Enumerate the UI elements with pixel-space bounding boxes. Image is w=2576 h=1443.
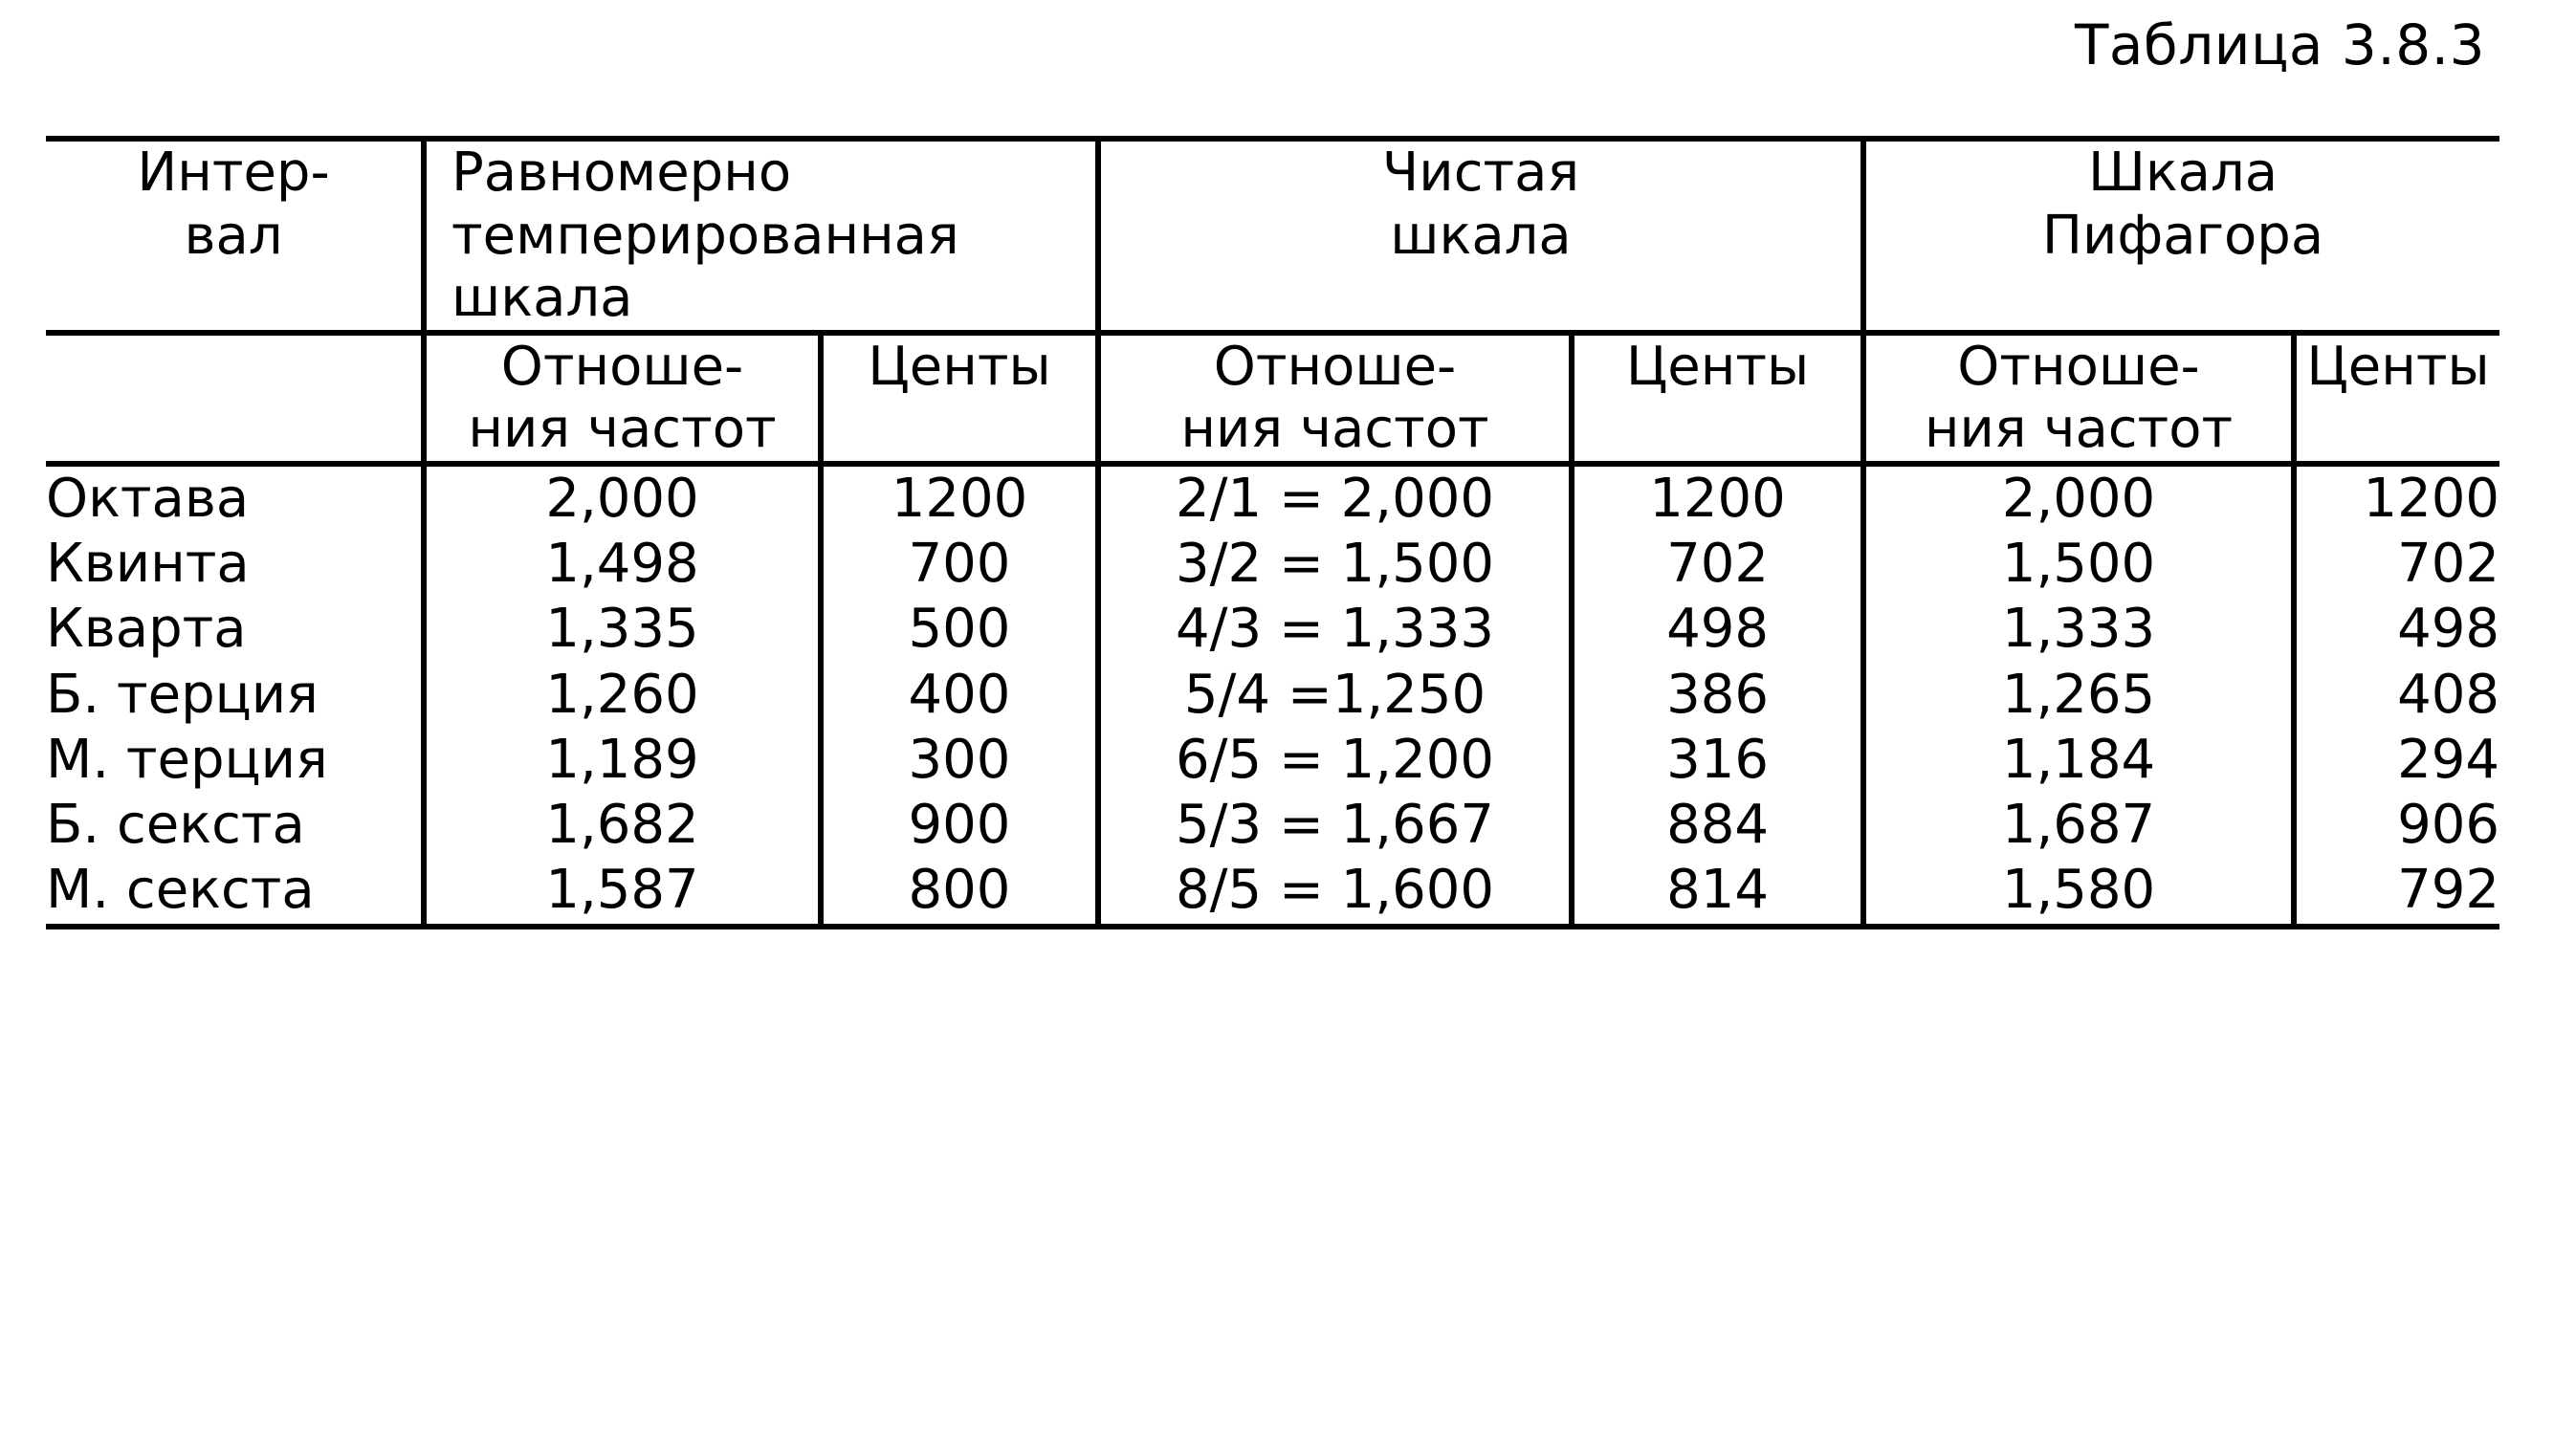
cell-pyth-cents: 702 <box>2294 532 2499 597</box>
cell-pyth-cents: 294 <box>2294 728 2499 793</box>
table-row <box>46 597 2499 662</box>
cell-interval: Кварта <box>46 598 247 661</box>
cell-just-cents: 386 <box>1572 663 1863 728</box>
subheader-et-cents <box>821 333 1098 464</box>
table-row <box>46 728 2499 793</box>
subheader-pyth-cents <box>2294 333 2499 464</box>
cell-pyth-cents: 1200 <box>2294 464 2499 532</box>
subheader-just-ratio <box>1098 333 1572 464</box>
header-group-pyth-line2: Пифагора <box>2041 204 2324 267</box>
subheader-blank <box>46 333 424 464</box>
cell-interval: Б. секста <box>46 794 305 857</box>
table-caption: Таблица 3.8.3 <box>2074 12 2485 77</box>
cell-just-ratio: 6/5 = 1,200 <box>1098 728 1572 793</box>
header-group-pyth-line1: Шкала <box>2087 142 2279 204</box>
subheader-just-ratio-line1: Отноше- <box>1213 335 1457 398</box>
table-row <box>46 532 2499 597</box>
cell-just-ratio: 2/1 = 2,000 <box>1098 464 1572 532</box>
header-group-interval-line2: вал <box>184 204 283 267</box>
header-group-just-line2: шкала <box>1390 204 1572 267</box>
cell-interval: Квинта <box>46 532 250 595</box>
cell-et-ratio: 1,335 <box>424 597 821 662</box>
subheader-pyth-ratio <box>1863 333 2294 464</box>
cell-pyth-cents: 906 <box>2294 793 2499 858</box>
cell-just-ratio: 5/4 =1,250 <box>1098 663 1572 728</box>
header-group-et-line3: шкала <box>451 267 633 330</box>
cell-et-cents: 500 <box>821 597 1098 662</box>
subheader-et-ratio <box>424 333 821 464</box>
cell-et-ratio: 1,498 <box>424 532 821 597</box>
cell-pyth-ratio: 1,265 <box>1863 663 2294 728</box>
cell-et-cents: 700 <box>821 532 1098 597</box>
cell-et-cents: 900 <box>821 793 1098 858</box>
cell-et-ratio: 1,189 <box>424 728 821 793</box>
subheader-pyth-ratio-line2: ния частот <box>1924 398 2234 461</box>
table-subheaders <box>46 333 2499 464</box>
subheader-pyth-ratio-line1: Отноше- <box>1957 335 2200 398</box>
subheader-et-ratio-line2: ния частот <box>468 398 777 461</box>
header-group-just-line1: Чистая <box>1381 142 1580 204</box>
cell-interval: Октава <box>46 467 250 530</box>
cell-just-ratio: 5/3 = 1,667 <box>1098 793 1572 858</box>
subheader-just-cents <box>1572 333 1863 464</box>
cell-pyth-cents: 408 <box>2294 663 2499 728</box>
table-header-groups <box>46 139 2499 333</box>
cell-just-cents: 814 <box>1572 858 1863 926</box>
subheader-et-ratio-line1: Отноше- <box>500 335 744 398</box>
intervals-table <box>46 136 2499 929</box>
table-row <box>46 663 2499 728</box>
cell-et-cents: 800 <box>821 858 1098 926</box>
cell-pyth-ratio: 1,333 <box>1863 597 2294 662</box>
cell-pyth-ratio: 2,000 <box>1863 464 2294 532</box>
cell-et-cents: 1200 <box>821 464 1098 532</box>
header-group-et-line1: Равномерно <box>451 142 792 204</box>
subheader-pyth-cents-line1: Центы <box>2306 335 2490 398</box>
table-row <box>46 858 2499 926</box>
cell-just-cents: 1200 <box>1572 464 1863 532</box>
cell-just-cents: 884 <box>1572 793 1863 858</box>
cell-pyth-ratio: 1,687 <box>1863 793 2294 858</box>
header-group-just <box>1098 139 1863 333</box>
header-group-pythagorean <box>1863 139 2499 333</box>
cell-pyth-cents: 498 <box>2294 597 2499 662</box>
cell-just-ratio: 3/2 = 1,500 <box>1098 532 1572 597</box>
header-group-equal-temperament <box>424 139 1098 333</box>
header-group-interval-line1: Интер- <box>137 142 330 204</box>
cell-interval: М. секста <box>46 858 424 926</box>
header-group-et-line2: темперированная <box>451 204 959 267</box>
cell-interval: Б. терция <box>46 663 319 726</box>
subheader-just-cents-line1: Центы <box>1625 335 1810 398</box>
cell-just-ratio: 8/5 = 1,600 <box>1098 858 1572 926</box>
cell-just-ratio: 4/3 = 1,333 <box>1098 597 1572 662</box>
table-row <box>46 464 2499 532</box>
cell-et-ratio: 1,260 <box>424 663 821 728</box>
cell-interval: М. терция <box>46 728 328 791</box>
cell-pyth-ratio: 1,184 <box>1863 728 2294 793</box>
cell-pyth-ratio: 1,580 <box>1863 858 2294 926</box>
cell-pyth-cents: 792 <box>2294 858 2499 926</box>
table-container <box>46 136 2499 929</box>
cell-et-ratio: 1,682 <box>424 793 821 858</box>
subheader-just-ratio-line2: ния частот <box>1180 398 1489 461</box>
cell-et-ratio: 2,000 <box>424 464 821 532</box>
cell-just-cents: 498 <box>1572 597 1863 662</box>
cell-just-cents: 316 <box>1572 728 1863 793</box>
cell-pyth-ratio: 1,500 <box>1863 532 2294 597</box>
table-row <box>46 793 2499 858</box>
header-group-interval <box>46 139 424 333</box>
cell-just-cents: 702 <box>1572 532 1863 597</box>
cell-et-cents: 400 <box>821 663 1098 728</box>
cell-et-cents: 300 <box>821 728 1098 793</box>
cell-et-ratio: 1,587 <box>424 858 821 926</box>
subheader-et-cents-line1: Центы <box>868 335 1051 398</box>
